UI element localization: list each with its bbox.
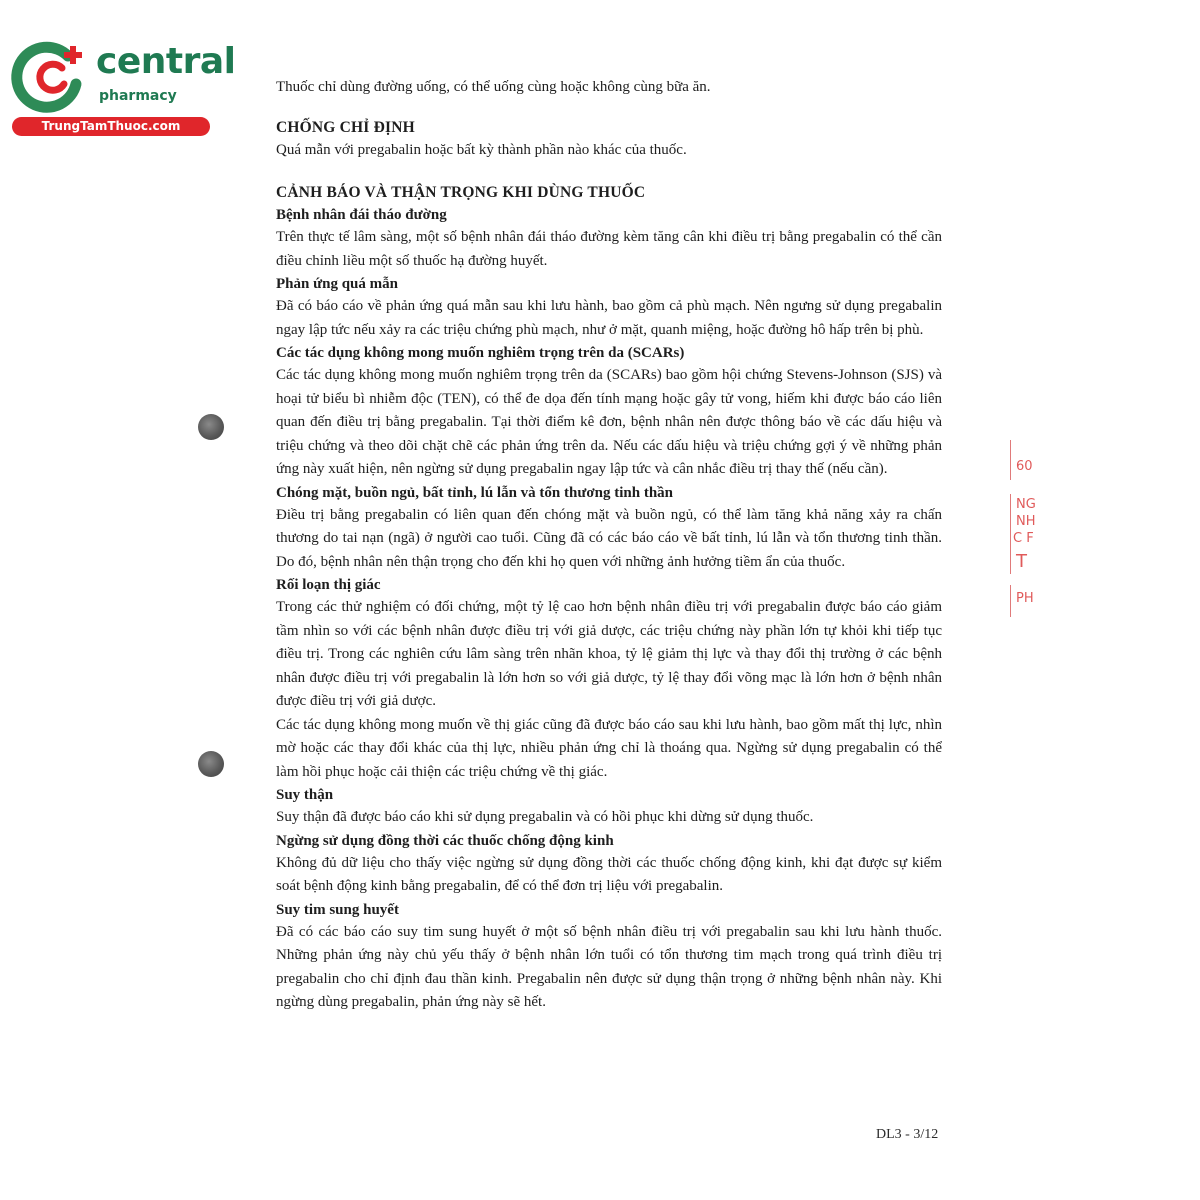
contraindication-heading: CHỐNG CHỈ ĐỊNH	[276, 118, 415, 136]
central-pharmacy-logo[interactable]	[10, 36, 236, 136]
section-text-vision-1: Trong các thử nghiệm có đối chứng, một tỷ lệ cao hơn bệnh nhân điều trị với pregabalin được báo cáo giảm tầm nhìn so với các bệnh nhân được điều trị với giả dược, các triệu chứng này phần lớn tự khỏi khi tiếp tục điều trị. Trong các nghiên cứu lâm sàng trên nhãn khoa, tỷ lệ giảm thị lực và thay đổi thị trường ở các bệnh nhân được điều trị với pregabalin là lớn hơn so với giả dược, tỷ lệ thay đổi võng mạc là lớn hơn ở bệnh nhân được điều trị với giả dược.	[276, 599, 942, 709]
stamp-text-1: 60	[1016, 459, 1033, 474]
section-title-diabetes: Bệnh nhân đái tháo đường	[276, 207, 447, 223]
contraindication-text: Quá mẫn với pregabalin hoặc bất kỳ thành phần nào khác của thuốc.	[276, 141, 687, 158]
section-text-heart-failure: Đã có các báo cáo suy tim sung huyết ở một số bệnh nhân điều trị với pregabalin sau khi lưu hành thuốc. Những phản ứng này chủ yếu thấy ở bệnh nhân lớn tuổi có tổn thương tim mạch trong quá trình điều trị pregabalin cho chỉ định đau thần kinh. Pregabalin nên được sử dụng thận trọng ở những bệnh nhân này. Khi ngừng dùng pregabalin, phản ứng này sẽ hết.	[276, 923, 942, 1010]
document-body	[276, 76, 942, 1015]
logo-subtitle: pharmacy	[99, 88, 177, 104]
section-text-renal: Suy thận đã được báo cáo khi sử dụng pregabalin và có hồi phục khi dừng sử dụng thuốc.	[276, 809, 814, 825]
section-text-scars: Các tác dụng không mong muốn nghiêm trọng trên da (SCARs) bao gồm hội chứng Stevens-Johnson (SJS) và hoại tử biểu bì nhiễm độc (TEN), có thể đe dọa đến tính mạng hoặc gây tử vong, hiếm khi được báo cáo liên quan đến điều trị bằng pregabalin. Tại thời điểm kê đơn, bệnh nhân nên được thông báo về các dấu hiệu và triệu chứng và theo dõi chặt chẽ các phản ứng trên da. Nếu các dấu hiệu và triệu chứng gợi ý về những phản ứng này xuất hiện, nên ngừng sử dụng pregabalin ngay lập tức và cân nhắc điều trị thay thế (nếu cần).	[276, 367, 942, 477]
administration-note: Thuốc chỉ dùng đường uống, có thể uống cùng hoặc không cùng bữa ăn.	[276, 79, 711, 95]
stamp-text-6: PH	[1016, 591, 1034, 606]
section-title-dizziness: Chóng mặt, buồn ngủ, bất tỉnh, lú lẫn và tổn thương tinh thần	[276, 484, 674, 501]
section-text-hypersensitivity: Đã có báo cáo về phản ứng quá mẫn sau khi lưu hành, bao gồm cả phù mạch. Nên ngưng sử dụng pregabalin ngay lập tức nếu xảy ra các triệu chứng phù mạch, như ở mặt, quanh miệng, hoặc đường hô hấp trên bị phù.	[276, 298, 942, 338]
section-text-dizziness: Điều trị bằng pregabalin có liên quan đến chóng mặt và buồn ngủ, có thể làm tăng khả năng xảy ra chấn thương do tai nạn (ngã) ở người cao tuổi. Cũng đã có các báo cáo về bất tỉnh, lú lẫn và tổn thương tinh thần. Do đó, bệnh nhân nên thận trọng cho đến khi họ quen với những ảnh hưởng tiềm ẩn của thuốc.	[276, 506, 942, 570]
section-title-antiepileptic: Ngừng sử dụng đồng thời các thuốc chống động kinh	[276, 832, 614, 849]
warnings-heading: CẢNH BÁO VÀ THẬN TRỌNG KHI DÙNG THUỐC	[276, 184, 646, 201]
stamp-text-5: T	[1016, 551, 1027, 572]
stamp-text-3: NH	[1016, 514, 1036, 529]
section-title-scars: Các tác dụng không mong muốn nghiêm trọng trên da (SCARs)	[276, 345, 685, 361]
section-title-heart-failure: Suy tim sung huyết	[276, 901, 399, 918]
section-title-hypersensitivity: Phản ứng quá mẫn	[276, 276, 398, 292]
stamp-text-4: C F	[1013, 531, 1034, 546]
section-text-vision-2: Các tác dụng không mong muốn về thị giác cũng đã được báo cáo sau khi lưu hành, bao gồm mất thị lực, nhìn mờ hoặc các thay đổi khác của thị lực, nhiều phản ứng chỉ là thoáng qua. Ngừng sử dụng pregabalin có thể làm hồi phục hoặc cải thiện các triệu chứng về thị giác.	[276, 716, 942, 780]
section-text-diabetes: Trên thực tế lâm sàng, một số bệnh nhân đái tháo đường kèm tăng cân khi điều trị bằng pregabalin có thể cần điều chỉnh liều một số thuốc hạ đường huyết.	[276, 229, 942, 269]
punch-hole-top	[198, 414, 224, 440]
page-number: DL3 - 3/12	[876, 1127, 939, 1142]
pharmacy-logo-icon	[10, 36, 90, 116]
section-title-vision: Rối loạn thị giác	[276, 577, 381, 593]
logo-wordmark: central	[96, 41, 236, 82]
section-title-renal: Suy thận	[276, 787, 334, 803]
section-text-antiepileptic: Không đủ dữ liệu cho thấy việc ngừng sử dụng đồng thời các thuốc chống động kinh, khi đạt được sự kiểm soát bệnh động kinh bằng pregabalin, để có thể đơn trị liệu với pregabalin.	[276, 854, 942, 894]
punch-hole-bottom	[198, 751, 224, 777]
stamp-text-2: NG	[1016, 497, 1036, 512]
logo-website-banner: TrungTamThuoc.com	[12, 117, 210, 136]
